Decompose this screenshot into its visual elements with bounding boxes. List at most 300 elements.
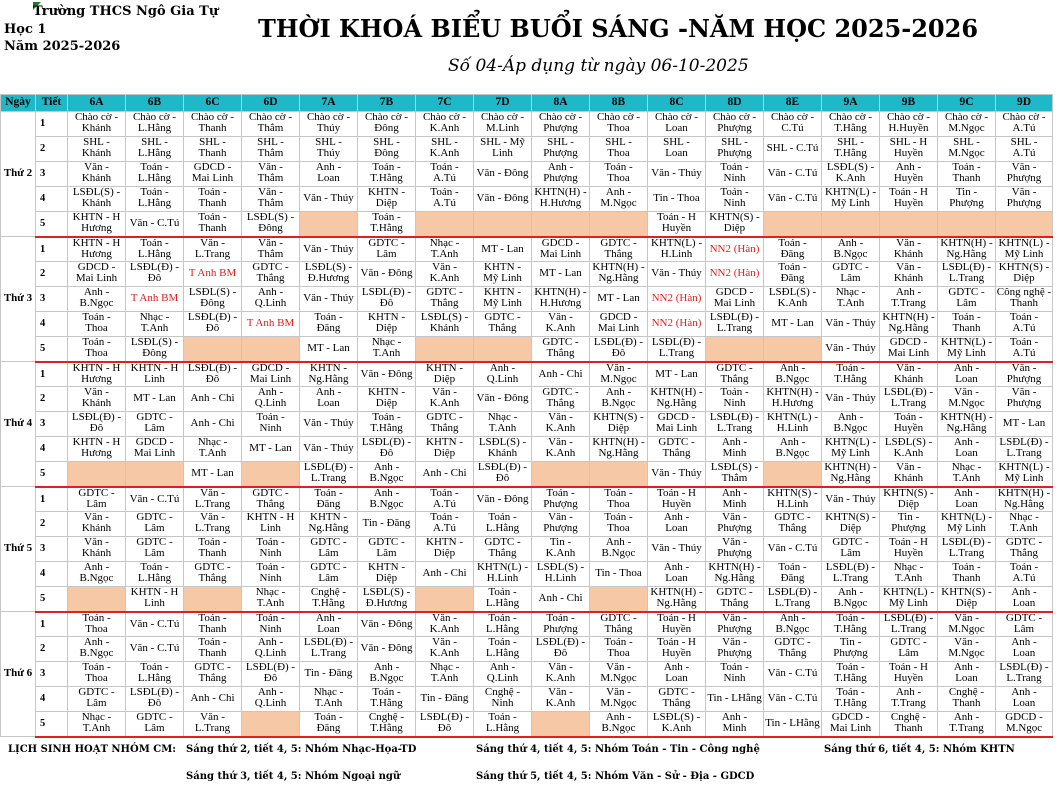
lesson-cell — [300, 212, 358, 237]
lesson-cell: Chào cờ - Phượng — [706, 112, 764, 137]
lesson-cell — [532, 712, 590, 737]
lesson-cell — [938, 212, 996, 237]
lesson-cell: KHTN - H Linh — [242, 512, 300, 537]
lesson-cell: KHTN - Ng.Hằng — [300, 512, 358, 537]
lesson-cell — [242, 337, 300, 362]
lesson-cell: SHL - Phượng — [532, 137, 590, 162]
day-label: Thứ 2 — [1, 112, 36, 237]
header-class: 8A — [532, 95, 590, 112]
lesson-cell: Chào cờ - M.Linh — [474, 112, 532, 137]
lesson-cell: MT - Lan — [764, 312, 822, 337]
lesson-cell: Cnghệ - Thanh — [938, 687, 996, 712]
lesson-cell: Văn - K.Anh — [416, 262, 474, 287]
lesson-cell: Anh - Loan — [300, 612, 358, 637]
notes-label: LỊCH SINH HOẠT NHÓM CM: — [8, 744, 176, 755]
lesson-cell: Anh - Loan — [648, 662, 706, 687]
lesson-cell: Nhạc - T.Anh — [880, 562, 938, 587]
lesson-cell: SHL - Mỹ Linh — [474, 137, 532, 162]
lesson-cell: Văn - Đông — [358, 262, 416, 287]
lesson-cell: Toán - T.Hằng — [822, 687, 880, 712]
lesson-cell: Văn - L.Trang — [184, 712, 242, 737]
header-class: 9B — [880, 95, 938, 112]
day-label: Thứ 4 — [1, 362, 36, 487]
period-number: 5 — [36, 212, 68, 237]
lesson-cell: GDCD - Mai Linh — [880, 337, 938, 362]
period-number: 1 — [36, 612, 68, 637]
lesson-cell: Nhạc - T.Anh — [416, 237, 474, 262]
lesson-cell: SHL - K.Anh — [416, 137, 474, 162]
table-row — [1, 687, 1053, 712]
lesson-cell: LSĐL(Đ) - L.Trang — [996, 662, 1053, 687]
table-row — [1, 212, 1053, 237]
lesson-cell: Văn - K.Anh — [532, 412, 590, 437]
period-number: 2 — [36, 262, 68, 287]
lesson-cell: GDTC - Thắng — [184, 662, 242, 687]
lesson-cell: LSĐL(S) - Khánh — [474, 437, 532, 462]
lesson-cell: GDTC - Lâm — [358, 537, 416, 562]
lesson-cell: LSĐL(S) - K.Anh — [880, 437, 938, 462]
lesson-cell: Toán - Thanh — [184, 212, 242, 237]
lesson-cell: KHTN(S) - Diệp — [996, 262, 1053, 287]
lesson-cell: Anh - Q.Linh — [242, 637, 300, 662]
lesson-cell: SHL - L.Hằng — [126, 137, 184, 162]
lesson-cell: Văn - Đông — [474, 187, 532, 212]
lesson-cell: MT - Lan — [474, 237, 532, 262]
lesson-cell: Anh - Loan — [996, 587, 1053, 612]
note-monday: Sáng thứ 2, tiết 4, 5: Nhóm Nhạc-Họa-TD — [186, 744, 417, 755]
period-number: 4 — [36, 187, 68, 212]
school-year: Năm 2025-2026 — [4, 39, 121, 54]
lesson-cell: SHL - Khánh — [68, 137, 126, 162]
lesson-cell: Toán - A.Tú — [416, 487, 474, 512]
lesson-cell: Chào cờ - Thanh — [184, 112, 242, 137]
lesson-cell: Toán - Đăng — [764, 262, 822, 287]
lesson-cell: Văn - Phượng — [996, 162, 1053, 187]
lesson-cell — [532, 462, 590, 487]
lesson-cell: Chào cờ - A.Tú — [996, 112, 1053, 137]
lesson-cell: LSĐL(Đ) - Đô — [416, 712, 474, 737]
lesson-cell: Văn - Thúy — [648, 262, 706, 287]
lesson-cell: LSĐL(S) - Khánh — [68, 187, 126, 212]
lesson-cell: LSĐL(Đ) - Đô — [474, 462, 532, 487]
lesson-cell: Anh - B.Ngọc — [590, 712, 648, 737]
note-tuesday: Sáng thứ 3, tiết 4, 5: Nhóm Ngoại ngữ — [186, 771, 401, 782]
lesson-cell: Anh - Loan — [938, 662, 996, 687]
lesson-cell: Văn - Thúy — [822, 487, 880, 512]
lesson-cell: Văn - Thắm — [242, 187, 300, 212]
lesson-cell: SHL - C.Tú — [764, 137, 822, 162]
lesson-cell: Anh - T.Trang — [880, 287, 938, 312]
lesson-cell: SHL - H Huyền — [880, 137, 938, 162]
lesson-cell: Văn - Phượng — [996, 187, 1053, 212]
lesson-cell: GDCD - Mai Linh — [648, 412, 706, 437]
lesson-cell: Cnghệ - Ninh — [474, 687, 532, 712]
header-class: 7B — [358, 95, 416, 112]
lesson-cell: GDCD - Mai Linh — [590, 312, 648, 337]
period-number: 4 — [36, 312, 68, 337]
lesson-cell: LSĐL(Đ) - Đô — [358, 437, 416, 462]
lesson-cell: MT - Lan — [996, 412, 1053, 437]
lesson-cell: Anh - B.Ngọc — [358, 462, 416, 487]
lesson-cell: Văn - Phượng — [706, 537, 764, 562]
lesson-cell: Toán - H Huyền — [880, 662, 938, 687]
lesson-cell: Toán - H Huyền — [648, 637, 706, 662]
lesson-cell: LSĐL(S) - Đ.Hương — [300, 262, 358, 287]
lesson-cell: Tin - Đăng — [300, 662, 358, 687]
lesson-cell: Anh - Loan — [996, 637, 1053, 662]
lesson-cell: Văn - Khánh — [68, 162, 126, 187]
lesson-cell — [474, 337, 532, 362]
lesson-cell: Toán - Thoa — [68, 612, 126, 637]
table-row — [1, 637, 1053, 662]
lesson-cell: Văn - Phượng — [996, 362, 1053, 387]
lesson-cell: Toán - A.Tú — [996, 562, 1053, 587]
table-row — [1, 287, 1053, 312]
lesson-cell — [474, 212, 532, 237]
lesson-cell: GDTC - Thắng — [242, 487, 300, 512]
lesson-cell: Toán - Thoa — [590, 637, 648, 662]
lesson-cell: KHTN(S) - Diệp — [706, 212, 764, 237]
period-number: 5 — [36, 337, 68, 362]
lesson-cell: Văn - Phượng — [996, 387, 1053, 412]
lesson-cell: Toán - Thoa — [590, 512, 648, 537]
lesson-cell: KHTN(H) - Ng.Hằng — [880, 312, 938, 337]
lesson-cell: Văn - Đông — [358, 612, 416, 637]
lesson-cell: KHTN - H Hương — [68, 437, 126, 462]
lesson-cell: KHTN - Ng.Hằng — [300, 362, 358, 387]
lesson-cell: KHTN(S) - Diệp — [880, 487, 938, 512]
lesson-cell: GDTC - Thắng — [416, 412, 474, 437]
lesson-cell: GDTC - Thắng — [184, 562, 242, 587]
lesson-cell: Văn - Thúy — [822, 337, 880, 362]
lesson-cell: Tin - Thoa — [648, 187, 706, 212]
lesson-cell: Văn - M.Ngọc — [938, 637, 996, 662]
lesson-cell: Anh - Loan — [938, 437, 996, 462]
lesson-cell: Toán - A.Tú — [416, 512, 474, 537]
day-label: Thứ 5 — [1, 487, 36, 612]
lesson-cell: KHTN(H) - Ng.Hằng — [590, 262, 648, 287]
lesson-cell: LSĐL(Đ) - Đô — [532, 637, 590, 662]
table-row — [1, 462, 1053, 487]
table-row — [1, 437, 1053, 462]
lesson-cell: T Anh BM — [126, 287, 184, 312]
period-number: 3 — [36, 412, 68, 437]
lesson-cell: MT - Lan — [126, 387, 184, 412]
lesson-cell — [68, 587, 126, 612]
lesson-cell: KHTN(L) - Mỹ Linh — [938, 337, 996, 362]
lesson-cell: Văn - Thúy — [648, 162, 706, 187]
lesson-cell: Văn - Phượng — [706, 637, 764, 662]
table-row — [1, 237, 1053, 262]
lesson-cell: Tin - Phượng — [880, 512, 938, 537]
lesson-cell: Văn - Khánh — [880, 362, 938, 387]
header-class: 8D — [706, 95, 764, 112]
lesson-cell: Toán - L.Hằng — [126, 662, 184, 687]
lesson-cell: Toán - T.Hằng — [358, 162, 416, 187]
lesson-cell: KHTN(L) - Mỹ Linh — [996, 237, 1053, 262]
lesson-cell: LSĐL(Đ) - L.Trang — [938, 262, 996, 287]
lesson-cell: Văn - Thắm — [242, 162, 300, 187]
lesson-cell — [242, 712, 300, 737]
lesson-cell — [184, 587, 242, 612]
lesson-cell: Tin - Phượng — [822, 637, 880, 662]
lesson-cell: KHTN - Diệp — [416, 362, 474, 387]
lesson-cell: Anh - Q.Linh — [242, 287, 300, 312]
lesson-cell: NN2 (Hàn) — [706, 262, 764, 287]
lesson-cell: Văn - M.Ngọc — [590, 687, 648, 712]
lesson-cell — [822, 212, 880, 237]
lesson-cell: Anh - Loan — [938, 362, 996, 387]
lesson-cell: LSĐL(S) - Đông — [126, 337, 184, 362]
table-row — [1, 562, 1053, 587]
lesson-cell: Toán - A.Tú — [996, 337, 1053, 362]
lesson-cell: GDTC - Lâm — [126, 412, 184, 437]
day-label: Thứ 6 — [1, 612, 36, 737]
lesson-cell: SHL - T.Hằng — [822, 137, 880, 162]
lesson-cell: Toán - Thoa — [68, 662, 126, 687]
lesson-cell: GDTC - Lâm — [126, 537, 184, 562]
lesson-cell: KHTN(H) - Ng.Hằng — [648, 587, 706, 612]
lesson-cell: LSĐL(S) - K.Anh — [822, 162, 880, 187]
lesson-cell: Anh - Loan — [996, 687, 1053, 712]
lesson-cell: Anh - Chi — [532, 587, 590, 612]
lesson-cell: KHTN(L) - Mỹ Linh — [938, 512, 996, 537]
lesson-cell: KHTN(H) - Ng.Hằng — [938, 237, 996, 262]
lesson-cell: Toán - Đăng — [764, 237, 822, 262]
lesson-cell: GDCD - Mai Linh — [822, 712, 880, 737]
school-name: Trường THCS Ngô Gia Tự — [33, 4, 219, 19]
lesson-cell: Toán - Thoa — [590, 162, 648, 187]
period-number: 5 — [36, 587, 68, 612]
lesson-cell: KHTN - Diệp — [358, 312, 416, 337]
table-row — [1, 587, 1053, 612]
lesson-cell: Toán - T.Hằng — [822, 362, 880, 387]
header-period: Tiết — [36, 95, 68, 112]
lesson-cell — [532, 212, 590, 237]
lesson-cell: Toán - A.Tú — [996, 312, 1053, 337]
lesson-cell: Văn - K.Anh — [532, 687, 590, 712]
lesson-cell: Văn - Khánh — [68, 512, 126, 537]
lesson-cell: KHTN - Mỹ Linh — [474, 287, 532, 312]
lesson-cell: GDCD - M.Ngọc — [996, 712, 1053, 737]
lesson-cell: Toán - L.Hằng — [126, 237, 184, 262]
lesson-cell: Toán - Thoa — [590, 487, 648, 512]
lesson-cell: LSĐL(Đ) - L.Trang — [300, 462, 358, 487]
lesson-cell: Văn - Đông — [474, 162, 532, 187]
lesson-cell: Tin - Đăng — [358, 512, 416, 537]
lesson-cell: KHTN(H) - Ng.Hằng — [590, 437, 648, 462]
lesson-cell: LSĐL(S) - Thắm — [706, 462, 764, 487]
table-row — [1, 362, 1053, 387]
lesson-cell: Nhạc - T.Anh — [358, 337, 416, 362]
lesson-cell: Văn - C.Tú — [764, 187, 822, 212]
lesson-cell: LSĐL(Đ) - L.Trang — [764, 587, 822, 612]
lesson-cell: Nhạc - T.Anh — [474, 412, 532, 437]
lesson-cell: Toán - Thoa — [68, 312, 126, 337]
lesson-cell — [880, 212, 938, 237]
lesson-cell: Tin - K.Anh — [532, 537, 590, 562]
lesson-cell: Toán - Ninh — [242, 412, 300, 437]
lesson-cell: Anh - Loan — [648, 512, 706, 537]
lesson-cell: Anh - Chi — [184, 687, 242, 712]
lesson-cell: Chào cờ - Loan — [648, 112, 706, 137]
table-row — [1, 612, 1053, 637]
lesson-cell: Văn - Thúy — [822, 387, 880, 412]
lesson-cell: KHTN(H) - Ng.Hằng — [706, 562, 764, 587]
lesson-cell — [764, 212, 822, 237]
lesson-cell: Anh - M.Ngọc — [590, 187, 648, 212]
lesson-cell: Chào cờ - Phượng — [532, 112, 590, 137]
lesson-cell: Toán - H Huyền — [648, 487, 706, 512]
lesson-cell: Toán - Thanh — [184, 637, 242, 662]
lesson-cell: LSĐL(Đ) - L.Trang — [938, 537, 996, 562]
lesson-cell: LSĐL(S) - K.Anh — [764, 287, 822, 312]
lesson-cell: SHL - Loan — [648, 137, 706, 162]
lesson-cell: GDTC - Thắng — [590, 612, 648, 637]
lesson-cell: KHTN - Diệp — [358, 387, 416, 412]
lesson-cell: Nhạc - T.Anh — [300, 687, 358, 712]
lesson-cell: Toán - Ninh — [242, 612, 300, 637]
lesson-cell: GDTC - Thắng — [648, 437, 706, 462]
lesson-cell: GDTC - Thắng — [648, 687, 706, 712]
lesson-cell: Văn - C.Tú — [126, 212, 184, 237]
lesson-cell — [416, 587, 474, 612]
lesson-cell: LSĐL(Đ) - Đô — [126, 687, 184, 712]
lesson-cell: Văn - Thúy — [300, 437, 358, 462]
header-class: 9A — [822, 95, 880, 112]
lesson-cell: GDCD - Mai Linh — [242, 362, 300, 387]
lesson-cell: Chào cờ - H.Huyền — [880, 112, 938, 137]
lesson-cell: Tin - LHằng — [706, 687, 764, 712]
lesson-cell: Anh - Chi — [184, 412, 242, 437]
lesson-cell: Văn - Khánh — [880, 262, 938, 287]
note-wednesday: Sáng thứ 4, tiết 4, 5: Nhóm Toán - Tin - Công nghệ — [476, 744, 760, 755]
header-class: 7D — [474, 95, 532, 112]
lesson-cell: NN2 (Hàn) — [648, 312, 706, 337]
lesson-cell: Toán - Thanh — [184, 187, 242, 212]
lesson-cell: Anh - B.Ngọc — [590, 537, 648, 562]
lesson-cell: Chào cờ - Thúy — [300, 112, 358, 137]
lesson-cell: Toán - A.Tú — [416, 187, 474, 212]
table-row — [1, 387, 1053, 412]
lesson-cell: Chào cờ - L.Hằng — [126, 112, 184, 137]
lesson-cell — [416, 212, 474, 237]
period-number: 3 — [36, 537, 68, 562]
lesson-cell: Công nghệ - Thanh — [996, 287, 1053, 312]
header-day: Ngày — [1, 95, 36, 112]
lesson-cell: Toán - T.Hằng — [358, 687, 416, 712]
lesson-cell: Toán - A.Tú — [416, 162, 474, 187]
lesson-cell: Văn - Thúy — [300, 287, 358, 312]
lesson-cell: LSĐL(Đ) - Đô — [358, 287, 416, 312]
table-row — [1, 662, 1053, 687]
lesson-cell: Văn - Khánh — [68, 387, 126, 412]
lesson-cell: Nhạc - T.Anh — [822, 287, 880, 312]
lesson-cell: KHTN - Diệp — [416, 537, 474, 562]
lesson-cell: Toán - Ninh — [706, 187, 764, 212]
lesson-cell: Toán - Thanh — [938, 312, 996, 337]
lesson-cell: KHTN(H) - Ng.Hằng — [648, 387, 706, 412]
lesson-cell: Chào cờ - M.Ngọc — [938, 112, 996, 137]
lesson-cell: GDTC - Thắng — [532, 387, 590, 412]
lesson-cell: LSĐL(Đ) - L.Trang — [706, 312, 764, 337]
lesson-cell: KHTN(L) - Mỹ Linh — [822, 187, 880, 212]
lesson-cell: GDTC - Lâm — [68, 487, 126, 512]
lesson-cell: Toán - T.Hằng — [358, 412, 416, 437]
lesson-cell: Toán - L.Hằng — [126, 562, 184, 587]
lesson-cell: Văn - Thúy — [648, 462, 706, 487]
header-class: 6C — [184, 95, 242, 112]
lesson-cell: Văn - M.Ngọc — [938, 387, 996, 412]
period-number: 2 — [36, 637, 68, 662]
lesson-cell: Văn - Thúy — [648, 537, 706, 562]
note-friday: Sáng thứ 6, tiết 4, 5: Nhóm KHTN — [824, 744, 1015, 755]
lesson-cell: KHTN - H Hương — [68, 362, 126, 387]
header-class: 6D — [242, 95, 300, 112]
period-number: 4 — [36, 437, 68, 462]
lesson-cell: Tin - Phượng — [938, 187, 996, 212]
lesson-cell: Tin - Đăng — [416, 687, 474, 712]
lesson-cell: Chào cờ - Thắm — [242, 112, 300, 137]
lesson-cell: KHTN - H Hương — [68, 212, 126, 237]
table-row — [1, 512, 1053, 537]
lesson-cell: MT - Lan — [648, 362, 706, 387]
lesson-cell: Toán - Phượng — [532, 612, 590, 637]
lesson-cell: Văn - M.Ngọc — [938, 612, 996, 637]
lesson-cell: GDTC - Thắng — [474, 537, 532, 562]
lesson-cell: Nhạc - T.Anh — [242, 587, 300, 612]
period-number: 1 — [36, 237, 68, 262]
lesson-cell: LSĐL(Đ) - L.Trang — [822, 562, 880, 587]
lesson-cell: Toán - Phượng — [532, 487, 590, 512]
lesson-cell: KHTN(L) - Mỹ Linh — [880, 587, 938, 612]
lesson-cell: GDTC - Lâm — [300, 562, 358, 587]
lesson-cell: GDCD - Mai Linh — [126, 437, 184, 462]
period-number: 1 — [36, 487, 68, 512]
lesson-cell: Anh - Chi — [532, 362, 590, 387]
lesson-cell: Toán - L.Hằng — [474, 587, 532, 612]
lesson-cell: KHTN - Diệp — [416, 437, 474, 462]
lesson-cell: GDTC - Thắng — [590, 237, 648, 262]
period-number: 4 — [36, 562, 68, 587]
lesson-cell: Toán - T.Hằng — [822, 662, 880, 687]
period-number: 4 — [36, 687, 68, 712]
lesson-cell: Chào cờ - Đông — [358, 112, 416, 137]
header-class: 7A — [300, 95, 358, 112]
lesson-cell: Văn - Thúy — [300, 412, 358, 437]
lesson-cell: GDTC - Thắng — [764, 637, 822, 662]
period-number: 3 — [36, 662, 68, 687]
lesson-cell: LSĐL(S) - Khánh — [416, 312, 474, 337]
lesson-cell: KHTN(L) - H.Linh — [474, 562, 532, 587]
lesson-cell: KHTN - Diệp — [358, 187, 416, 212]
lesson-cell: Toán - H Huyền — [648, 212, 706, 237]
page-title: THỜI KHOÁ BIỂU BUỔI SÁNG -NĂM HỌC 2025-2026 — [258, 14, 979, 43]
header-class: 6A — [68, 95, 126, 112]
lesson-cell: Anh - Q.Linh — [242, 687, 300, 712]
lesson-cell — [706, 337, 764, 362]
lesson-cell: Anh - Q.Linh — [474, 662, 532, 687]
timetable — [0, 94, 1053, 738]
lesson-cell: GDTC - Thắng — [416, 287, 474, 312]
lesson-cell — [590, 587, 648, 612]
semester-label: Học 1 — [4, 22, 47, 37]
lesson-cell: Anh - Q.Linh — [474, 362, 532, 387]
lesson-cell: LSĐL(Đ) - Đô — [126, 262, 184, 287]
lesson-cell: LSĐL(S) - K.Anh — [648, 712, 706, 737]
lesson-cell: Văn - Đông — [358, 362, 416, 387]
lesson-cell: LSĐL(Đ) - Đô — [590, 337, 648, 362]
